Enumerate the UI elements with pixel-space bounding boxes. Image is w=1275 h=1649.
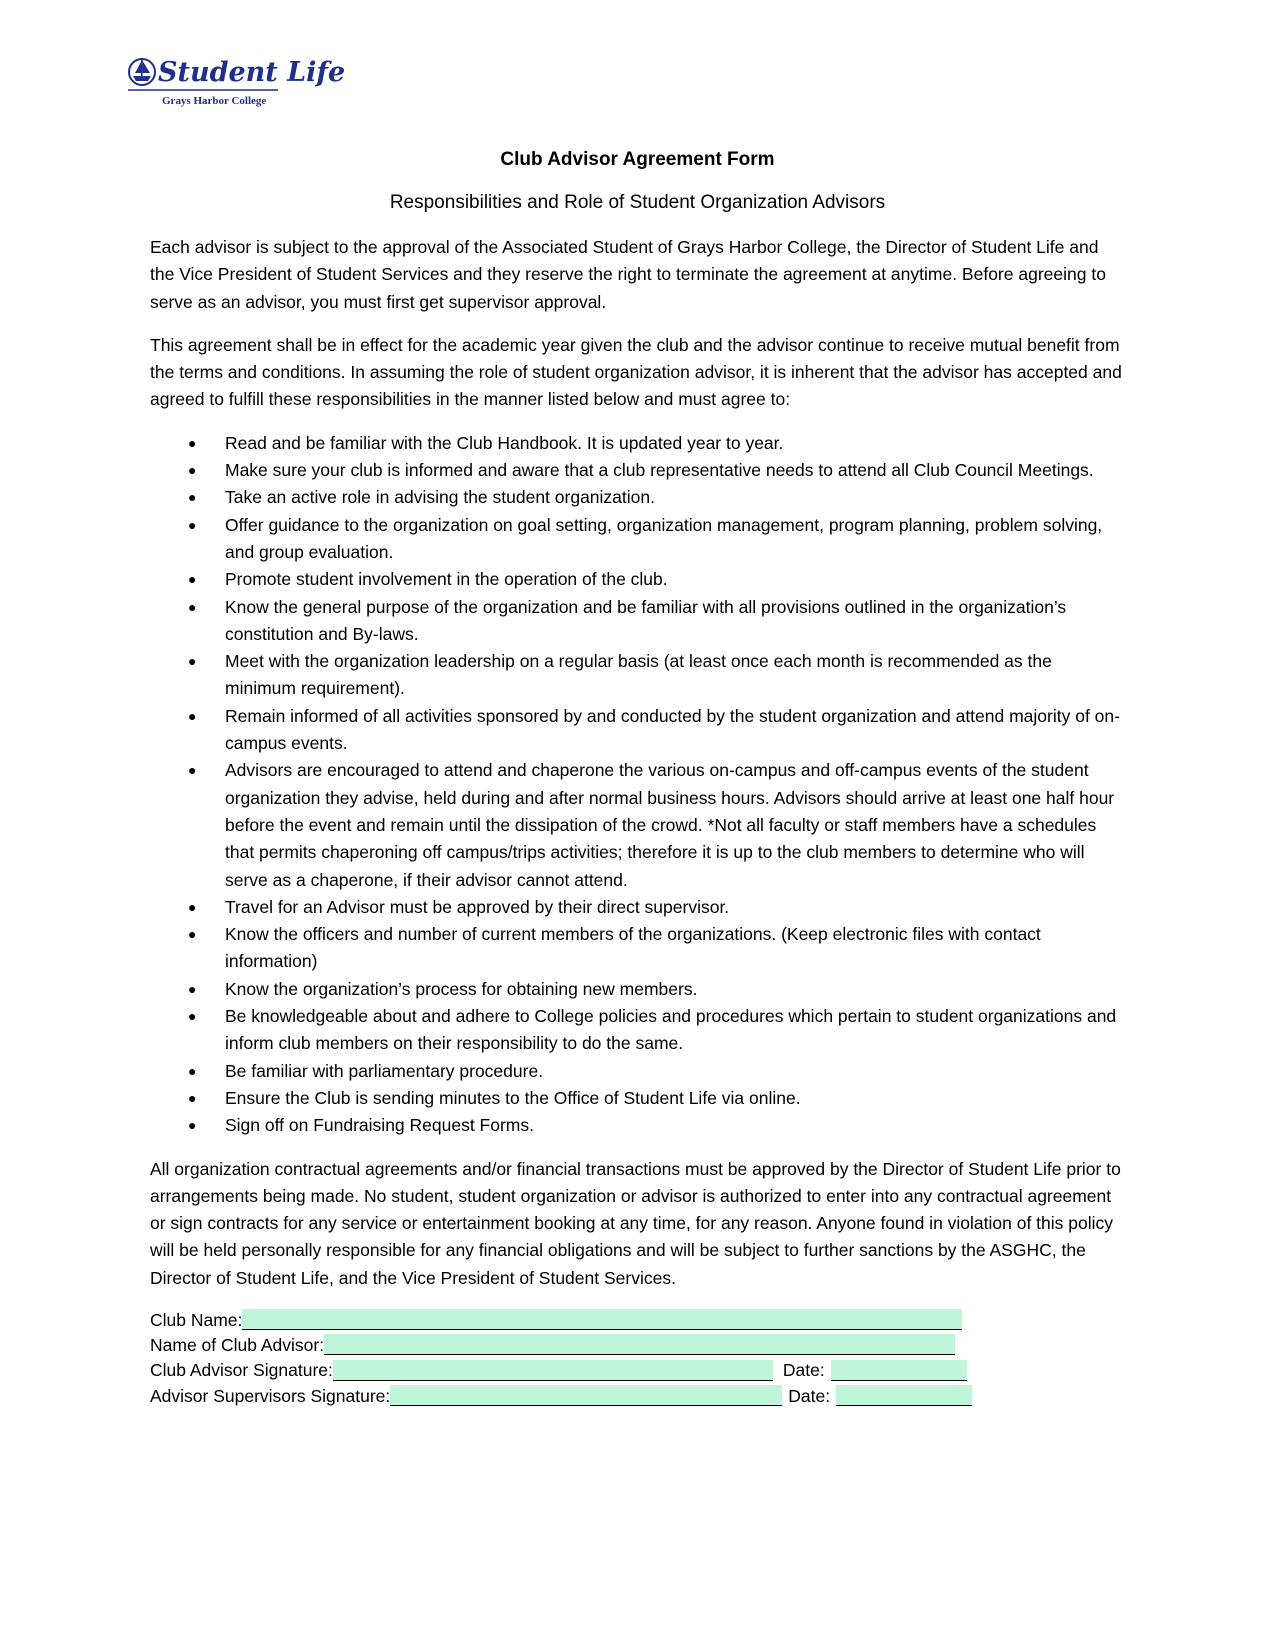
bullet-icon: ● bbox=[188, 762, 197, 779]
advisor-name-field[interactable] bbox=[324, 1334, 955, 1355]
logo-main-text: Student Life bbox=[158, 57, 346, 88]
bullet-icon: ● bbox=[188, 1008, 197, 1025]
list-item-text: Take an active role in advising the student organization. bbox=[225, 487, 655, 508]
list-item-text: Remain informed of all activities sponsored by and conducted by the student organization and attend majority of on-campus events. bbox=[225, 705, 1120, 754]
list-item bbox=[150, 566, 1125, 593]
signature-form bbox=[150, 1308, 1125, 1409]
list-item bbox=[150, 430, 1125, 457]
responsibilities-list bbox=[150, 430, 1125, 1140]
supervisor-signature-row bbox=[150, 1384, 1125, 1409]
list-item bbox=[150, 894, 1125, 921]
advisor-date-label: Date: bbox=[782, 1360, 825, 1381]
bullet-icon: ● bbox=[188, 571, 197, 588]
club-name-field[interactable] bbox=[242, 1309, 962, 1330]
intro-paragraph-1: Each advisor is subject to the approval of the Associated Student of Grays Harbor College, the Director of Student Life and the Vice President of Student Services and they reserve the right to terminate the agreement at anytime. Before agreeing to serve as an advisor, you must first get supervisor approval. bbox=[150, 237, 1106, 312]
advisor-name-row bbox=[150, 1333, 1125, 1358]
bullet-icon: ● bbox=[188, 926, 197, 943]
closing-paragraph: All organization contractual agreements and/or financial transactions must be approved by the Director of Student Life prior to arrangements being made. No student, student organization or advisor is authorized to enter into any contractual agreement or sign contracts for any service or entertainment booking at any time, for any reason. Anyone found in violation of this policy will be held personally responsible for any financial obligations and will be subject to further sanctions by the ASGHC, the Director of Student Life, and the Vice President of Student Services. bbox=[150, 1158, 1121, 1288]
club-name-row bbox=[150, 1308, 1125, 1333]
list-item-text: Travel for an Advisor must be approved by their direct supervisor. bbox=[225, 896, 730, 917]
list-item bbox=[150, 1112, 1125, 1139]
bullet-icon: ● bbox=[188, 516, 197, 533]
advisor-date-field[interactable] bbox=[831, 1360, 967, 1381]
list-item-text: Read and be familiar with the Club Handbook. It is updated year to year. bbox=[225, 432, 784, 453]
advisor-signature-field[interactable] bbox=[333, 1360, 773, 1381]
student-life-logo bbox=[128, 52, 346, 110]
list-item-text: Ensure the Club is sending minutes to the Office of Student Life via online. bbox=[225, 1087, 801, 1108]
list-item-text: Sign off on Fundraising Request Forms. bbox=[225, 1115, 535, 1136]
bullet-icon: ● bbox=[188, 898, 197, 915]
bullet-icon: ● bbox=[188, 598, 197, 615]
list-item bbox=[150, 484, 1125, 511]
club-name-label: Club Name: bbox=[150, 1309, 243, 1330]
advisor-name-label: Name of Club Advisor: bbox=[150, 1335, 325, 1356]
document-page bbox=[150, 148, 1125, 1409]
bullet-icon: ● bbox=[188, 1089, 197, 1106]
bullet-icon: ● bbox=[188, 462, 197, 479]
list-item-text: Promote student involvement in the operation of the club. bbox=[225, 569, 668, 590]
bullet-icon: ● bbox=[188, 434, 197, 451]
bullet-icon: ● bbox=[188, 489, 197, 506]
list-item bbox=[150, 512, 1125, 567]
list-item-text: Meet with the organization leadership on a regular basis (at least once each month is recommended as the minimum requirement). bbox=[225, 651, 1052, 699]
list-item-text: Offer guidance to the organization on goal setting, organization management, program planning, problem solving, and group evaluation. bbox=[225, 514, 1103, 562]
supervisor-signature-field[interactable] bbox=[390, 1385, 782, 1406]
form-title: Club Advisor Agreement Form bbox=[500, 149, 775, 170]
list-item bbox=[150, 457, 1125, 484]
list-item-text: Know the general purpose of the organization and be familiar with all provisions outlined in the organization’s constitution and By-laws. bbox=[225, 596, 1067, 644]
list-item bbox=[150, 594, 1125, 649]
list-item bbox=[150, 976, 1125, 1003]
list-item-text: Make sure your club is informed and aware that a club representative needs to attend all Club Council Meetings. bbox=[225, 460, 1094, 481]
list-item bbox=[150, 1003, 1125, 1058]
list-item-text: Be knowledgeable about and adhere to College policies and procedures which pertain to student organizations and inform club members on their responsibility to do the same. bbox=[225, 1006, 1117, 1054]
list-item bbox=[150, 703, 1125, 758]
advisor-signature-label: Club Advisor Signature: bbox=[150, 1360, 333, 1381]
list-item-text: Know the organization’s process for obtaining new members. bbox=[225, 978, 698, 999]
list-item bbox=[150, 648, 1125, 703]
list-item bbox=[150, 921, 1125, 976]
supervisor-signature-label: Advisor Supervisors Signature: bbox=[150, 1385, 391, 1406]
list-item-text: Be familiar with parliamentary procedure. bbox=[225, 1060, 544, 1081]
logo-sub-text: Grays Harbor College bbox=[162, 95, 267, 107]
ship-icon bbox=[128, 52, 346, 110]
bullet-icon: ● bbox=[188, 707, 197, 724]
bullet-icon: ● bbox=[188, 1117, 197, 1134]
bullet-icon: ● bbox=[188, 653, 197, 670]
supervisor-date-label: Date: bbox=[788, 1385, 831, 1406]
form-subtitle: Responsibilities and Role of Student Organization Advisors bbox=[389, 192, 886, 213]
intro-paragraph-2: This agreement shall be in effect for the academic year given the club and the advisor continue to receive mutual benefit from the terms and conditions. In assuming the role of student organization advisor, it is inherent that the advisor has accepted and agreed to fulfill these responsibilities in the manner listed below and must agree to: bbox=[150, 334, 1122, 410]
supervisor-date-field[interactable] bbox=[836, 1385, 972, 1406]
list-item bbox=[150, 757, 1125, 893]
list-item-text: Advisors are encouraged to attend and chaperone the various on-campus and off-campus events of the student organization they advise, held during and after normal business hours. Advisors should arrive at least one half hour before the event and remain until the dissipation of the crowd. *Not all faculty or staff members have a schedules that permits chaperoning off campus/trips activities; therefore it is up to the club members to determine who will serve as a chaperone, if their advisor cannot attend. bbox=[225, 760, 1115, 890]
bullet-icon: ● bbox=[188, 1062, 197, 1079]
advisor-signature-row bbox=[150, 1358, 1125, 1383]
bullet-icon: ● bbox=[188, 980, 197, 997]
list-item bbox=[150, 1058, 1125, 1085]
list-item-text: Know the officers and number of current members of the organizations. (Keep electronic files with contact information) bbox=[225, 924, 1041, 972]
list-item bbox=[150, 1085, 1125, 1112]
